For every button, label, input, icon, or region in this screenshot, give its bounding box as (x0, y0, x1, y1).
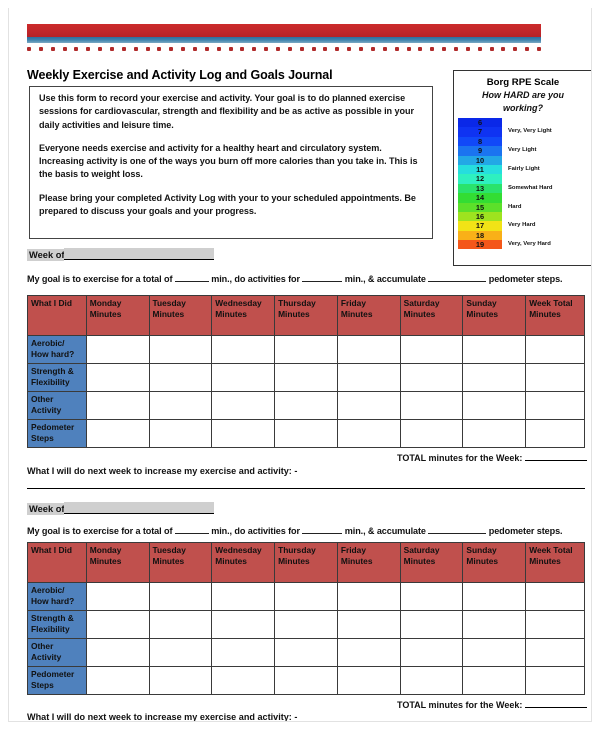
borg-scale-number: 19 (458, 240, 502, 249)
banner-dot (240, 47, 244, 51)
table-entry-cell[interactable] (337, 364, 400, 392)
banner-dot (490, 47, 494, 51)
table-entry-cell[interactable] (212, 336, 275, 364)
decorative-banner (27, 24, 541, 52)
table-row-label: Aerobic/ How hard? (28, 583, 87, 611)
borg-scale-rows (458, 118, 590, 249)
table-entry-cell[interactable] (463, 667, 526, 695)
banner-dot (217, 47, 221, 51)
goal-blank-minutes-2[interactable] (175, 526, 209, 534)
intro-paragraph-1: Use this form to record your exercise and activity. Your goal is to do planned exercise sessions for cardiovascular, strength and flexibility and be as active as possible in your daily activities and leisure time. (39, 93, 415, 130)
table-entry-cell[interactable] (275, 420, 338, 448)
banner-dot (525, 47, 529, 51)
table-row-label: Other Activity (28, 639, 87, 667)
borg-scale-number: 11 (458, 165, 502, 174)
table-entry-cell[interactable] (400, 336, 463, 364)
week-of-field-2[interactable] (27, 502, 214, 514)
banner-dot (513, 47, 517, 51)
table-row (28, 639, 585, 667)
table-header-cell: Saturday Minutes (400, 543, 463, 583)
table-header-cell: Week Total Minutes (526, 543, 585, 583)
borg-scale-number: 12 (458, 174, 502, 183)
table-row (28, 336, 585, 364)
table-entry-cell[interactable] (212, 639, 275, 667)
banner-dot (359, 47, 363, 51)
goal-blank-steps-1[interactable] (428, 274, 486, 282)
week-of-blank-1[interactable] (64, 248, 214, 260)
borg-scale-row (458, 184, 590, 193)
document-page (8, 8, 592, 722)
week-of-field-1[interactable] (27, 248, 214, 260)
activity-log-table-2[interactable] (27, 542, 585, 695)
table-entry-cell[interactable] (275, 364, 338, 392)
table-entry-cell[interactable] (337, 639, 400, 667)
intro-paragraph-2: Everyone needs exercise and activity for a healthy heart and circulatory system. Increasing activity is one of the ways you burn off more calories than you take in. This is the basis to weight loss. (39, 142, 418, 180)
table-header-cell: What I Did (28, 543, 87, 583)
borg-scale-row (458, 137, 590, 146)
table-entry-cell[interactable] (400, 667, 463, 695)
table-entry-cell[interactable] (526, 583, 585, 611)
banner-blue-bar (27, 37, 541, 43)
table-entry-cell[interactable] (212, 667, 275, 695)
table-entry-cell[interactable] (400, 611, 463, 639)
table-entry-cell[interactable] (275, 583, 338, 611)
borg-scale-number: 17 (458, 221, 502, 230)
total-minutes-blank-1[interactable] (525, 452, 587, 461)
table-entry-cell[interactable] (212, 392, 275, 420)
borg-rpe-scale-box (453, 70, 592, 266)
banner-dot (466, 47, 470, 51)
next-week-prompt-1: What I will do next week to increase my exercise and activity: - (27, 466, 298, 476)
borg-scale-label: Fairly Light (508, 165, 540, 172)
table-row (28, 364, 585, 392)
table-entry-cell[interactable] (149, 392, 212, 420)
banner-dot (418, 47, 422, 51)
table-entry-cell[interactable] (526, 420, 585, 448)
borg-scale-row (458, 231, 590, 240)
table-header-cell: Tuesday Minutes (149, 543, 212, 583)
borg-scale-subtitle-line1: How HARD are you (481, 90, 564, 100)
goal-statement-1 (27, 274, 562, 284)
banner-red-bar (27, 24, 541, 37)
table-header-cell: Tuesday Minutes (149, 296, 212, 336)
table-entry-cell[interactable] (86, 364, 149, 392)
banner-dot (312, 47, 316, 51)
table-entry-cell[interactable] (463, 420, 526, 448)
goal-blank-activities-2[interactable] (302, 526, 342, 534)
borg-scale-row (458, 240, 590, 249)
banner-dot (122, 47, 126, 51)
goal-part4-2: pedometer steps. (488, 526, 563, 536)
table-entry-cell[interactable] (463, 392, 526, 420)
table-row-label: Strength & Flexibility (28, 364, 87, 392)
next-week-prompt-2: What I will do next week to increase my exercise and activity: - (27, 712, 298, 722)
table-header-cell: Week Total Minutes (526, 296, 585, 336)
table-header-row (28, 543, 585, 583)
table-entry-cell[interactable] (86, 336, 149, 364)
borg-scale-row (458, 174, 590, 183)
table-header-cell: Thursday Minutes (275, 543, 338, 583)
table-entry-cell[interactable] (86, 392, 149, 420)
banner-dot (193, 47, 197, 51)
borg-scale-row (458, 146, 590, 155)
table-entry-cell[interactable] (463, 336, 526, 364)
page-title: Weekly Exercise and Activity Log and Goals Journal (27, 68, 333, 82)
banner-dot (51, 47, 55, 51)
banner-dot (98, 47, 102, 51)
table-entry-cell[interactable] (337, 392, 400, 420)
borg-scale-title: Borg RPE Scale (486, 77, 560, 88)
table-row-label: Pedometer Steps (28, 420, 87, 448)
table-entry-cell[interactable] (400, 583, 463, 611)
banner-dot (27, 47, 31, 51)
banner-dot (501, 47, 505, 51)
goal-part1-1: My goal is to exercise for a total of (27, 274, 173, 284)
banner-dot (169, 47, 173, 51)
table-row (28, 420, 585, 448)
week-of-label-1: Week of (29, 250, 65, 260)
banner-dot (276, 47, 280, 51)
table-entry-cell[interactable] (463, 611, 526, 639)
week-of-label-2: Week of (29, 504, 65, 514)
table-entry-cell[interactable] (275, 336, 338, 364)
banner-dot (454, 47, 458, 51)
banner-dot (157, 47, 161, 51)
table-entry-cell[interactable] (86, 420, 149, 448)
banner-dot (205, 47, 209, 51)
total-minutes-line-1 (397, 452, 587, 463)
table-header-cell: Wednesday Minutes (212, 296, 275, 336)
table-entry-cell[interactable] (149, 336, 212, 364)
borg-scale-number: 13 (458, 184, 502, 193)
table-entry-cell[interactable] (526, 611, 585, 639)
table-entry-cell[interactable] (149, 364, 212, 392)
borg-scale-number: 8 (458, 137, 502, 146)
goal-blank-steps-2[interactable] (428, 526, 486, 534)
banner-dot (264, 47, 268, 51)
banner-dot (383, 47, 387, 51)
banner-dot (63, 47, 67, 51)
table-entry-cell[interactable] (337, 583, 400, 611)
table-row (28, 392, 585, 420)
table-entry-cell[interactable] (212, 420, 275, 448)
goal-part2-1: min., do activities for (211, 274, 300, 284)
borg-scale-row (458, 127, 590, 136)
banner-dot (478, 47, 482, 51)
banner-dot (252, 47, 256, 51)
borg-scale-number: 14 (458, 193, 502, 202)
table-entry-cell[interactable] (337, 611, 400, 639)
table-entry-cell[interactable] (400, 420, 463, 448)
table-header-cell: Sunday Minutes (463, 543, 526, 583)
table-entry-cell[interactable] (526, 392, 585, 420)
total-minutes-blank-2[interactable] (525, 699, 587, 708)
banner-dot (323, 47, 327, 51)
banner-dot-row (27, 45, 541, 52)
borg-scale-row (458, 203, 590, 212)
table-entry-cell[interactable] (400, 392, 463, 420)
next-week-write-rule-1[interactable] (27, 488, 585, 489)
table-header-cell: What I Did (28, 296, 87, 336)
banner-dot (335, 47, 339, 51)
table-entry-cell[interactable] (275, 611, 338, 639)
borg-scale-label: Very, Very Hard (508, 241, 551, 248)
table-entry-cell[interactable] (86, 639, 149, 667)
table-entry-cell[interactable] (337, 420, 400, 448)
borg-scale-label: Very, Very Light (508, 128, 552, 135)
goal-part2-2: min., do activities for (211, 526, 300, 536)
table-entry-cell[interactable] (526, 667, 585, 695)
table-entry-cell[interactable] (86, 583, 149, 611)
table-entry-cell[interactable] (526, 336, 585, 364)
banner-dot (395, 47, 399, 51)
goal-part3-1: min., & accumulate (344, 274, 426, 284)
borg-scale-number: 7 (458, 127, 502, 136)
table-entry-cell[interactable] (337, 336, 400, 364)
table-row (28, 611, 585, 639)
borg-scale-row (458, 118, 590, 127)
table-entry-cell[interactable] (400, 364, 463, 392)
banner-dot (74, 47, 78, 51)
borg-scale-label: Very Hard (508, 222, 536, 229)
borg-scale-label: Somewhat Hard (508, 184, 553, 191)
banner-dot (347, 47, 351, 51)
borg-scale-number: 15 (458, 203, 502, 212)
total-minutes-label-1: TOTAL minutes for the Week: (397, 453, 523, 463)
borg-scale-number: 16 (458, 212, 502, 221)
intro-paragraph-3: Please bring your completed Activity Log with your to your scheduled appointments. Be prepared to discuss your goals and your progress. (39, 192, 416, 217)
table-entry-cell[interactable] (149, 583, 212, 611)
table-entry-cell[interactable] (275, 639, 338, 667)
total-minutes-line-2 (397, 699, 587, 710)
banner-dot (537, 47, 541, 51)
goal-part4-1: pedometer steps. (488, 274, 563, 284)
table-entry-cell[interactable] (526, 639, 585, 667)
table-entry-cell[interactable] (212, 611, 275, 639)
banner-dot (371, 47, 375, 51)
table-entry-cell[interactable] (212, 364, 275, 392)
table-entry-cell[interactable] (149, 611, 212, 639)
table-row-label: Aerobic/ How hard? (28, 336, 87, 364)
table-entry-cell[interactable] (149, 420, 212, 448)
table-header-cell: Thursday Minutes (275, 296, 338, 336)
banner-dot (407, 47, 411, 51)
banner-dot (146, 47, 150, 51)
activity-log-table-1[interactable] (27, 295, 585, 448)
table-header-cell: Friday Minutes (337, 296, 400, 336)
goal-blank-activities-1[interactable] (302, 274, 342, 282)
banner-dot (86, 47, 90, 51)
table-header-row (28, 296, 585, 336)
borg-scale-label: Very Light (508, 147, 537, 154)
borg-scale-row (458, 212, 590, 221)
table-entry-cell[interactable] (86, 611, 149, 639)
banner-dot (430, 47, 434, 51)
banner-dot (288, 47, 292, 51)
borg-scale-row (458, 221, 590, 230)
borg-scale-number: 6 (458, 118, 502, 127)
table-row (28, 583, 585, 611)
table-row-label: Strength & Flexibility (28, 611, 87, 639)
table-row (28, 667, 585, 695)
borg-scale-label: Hard (508, 203, 522, 210)
table-entry-cell[interactable] (275, 667, 338, 695)
table-entry-cell[interactable] (212, 583, 275, 611)
table-entry-cell[interactable] (463, 583, 526, 611)
table-row-label: Pedometer Steps (28, 667, 87, 695)
total-minutes-label-2: TOTAL minutes for the Week: (397, 700, 523, 710)
table-entry-cell[interactable] (463, 364, 526, 392)
table-entry-cell[interactable] (149, 667, 212, 695)
table-header-cell: Monday Minutes (86, 296, 149, 336)
table-row-label: Other Activity (28, 392, 87, 420)
table-entry-cell[interactable] (526, 364, 585, 392)
table-entry-cell[interactable] (400, 639, 463, 667)
banner-dot (229, 47, 233, 51)
banner-dot (300, 47, 304, 51)
week-of-blank-2[interactable] (64, 502, 214, 514)
table-header-cell: Saturday Minutes (400, 296, 463, 336)
goal-statement-2 (27, 526, 562, 536)
borg-scale-row (458, 165, 590, 174)
banner-dot (181, 47, 185, 51)
table-header-cell: Wednesday Minutes (212, 543, 275, 583)
table-header-cell: Friday Minutes (337, 543, 400, 583)
table-header-cell: Sunday Minutes (463, 296, 526, 336)
table-entry-cell[interactable] (337, 667, 400, 695)
banner-dot (39, 47, 43, 51)
intro-text-box (29, 86, 433, 239)
borg-scale-row (458, 193, 590, 202)
table-entry-cell[interactable] (149, 639, 212, 667)
goal-part3-2: min., & accumulate (344, 526, 426, 536)
table-entry-cell[interactable] (275, 392, 338, 420)
banner-dot (134, 47, 138, 51)
table-header-cell: Monday Minutes (86, 543, 149, 583)
goal-blank-minutes-1[interactable] (175, 274, 209, 282)
table-entry-cell[interactable] (86, 667, 149, 695)
banner-dot (110, 47, 114, 51)
goal-part1-2: My goal is to exercise for a total of (27, 526, 173, 536)
banner-dot (442, 47, 446, 51)
table-entry-cell[interactable] (463, 639, 526, 667)
borg-scale-number: 10 (458, 156, 502, 165)
borg-scale-row (458, 156, 590, 165)
borg-scale-number: 9 (458, 146, 502, 155)
borg-scale-number: 18 (458, 231, 502, 240)
borg-scale-subtitle-line2: working? (503, 102, 543, 113)
